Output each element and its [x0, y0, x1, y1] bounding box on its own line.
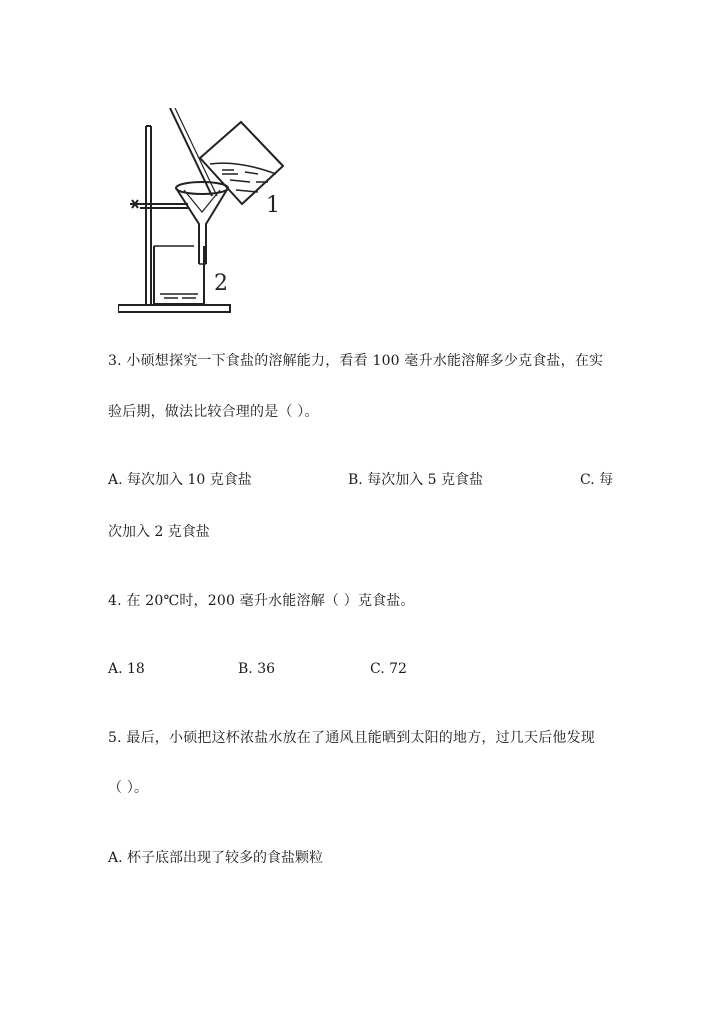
q5-stem-line-1: 5. 最后，小硕把这杯浓盐水放在了通风且能晒到太阳的地方，过几天后他发现 — [108, 730, 596, 746]
q4-stem: 4. 在 20℃时，200 毫升水能溶解（ ）克食盐。 — [108, 593, 415, 609]
q3-option-c-continued: 次加入 2 克食盐 — [108, 524, 210, 540]
q4-option-c[interactable]: C. 72 — [370, 661, 407, 677]
q5-option-a[interactable]: A. 杯子底部出现了较多的食盐颗粒 — [108, 850, 324, 866]
q4-option-a[interactable]: A. 18 — [108, 661, 145, 677]
q3-stem-line-1: 3. 小硕想探究一下食盐的溶解能力，看看 100 毫升水能溶解多少克食盐，在实 — [108, 353, 604, 369]
funnel-rim — [176, 182, 228, 194]
funnel-body — [176, 188, 228, 264]
label-1: 1 — [266, 193, 280, 218]
q3-option-c[interactable]: C. 每 — [580, 472, 614, 488]
receiving-beaker — [154, 246, 204, 304]
q3-option-b[interactable]: B. 每次加入 5 克食盐 — [348, 472, 483, 488]
q3-option-a[interactable]: A. 每次加入 10 克食盐 — [108, 472, 252, 488]
stand-base — [118, 305, 230, 312]
filtration-apparatus-figure — [118, 108, 298, 322]
q3-stem-line-2: 验后期，做法比较合理的是（ ）。 — [108, 404, 319, 420]
q5-stem-line-2: （ ）。 — [108, 780, 149, 796]
q4-option-b[interactable]: B. 36 — [238, 661, 276, 677]
label-2: 2 — [214, 271, 228, 296]
